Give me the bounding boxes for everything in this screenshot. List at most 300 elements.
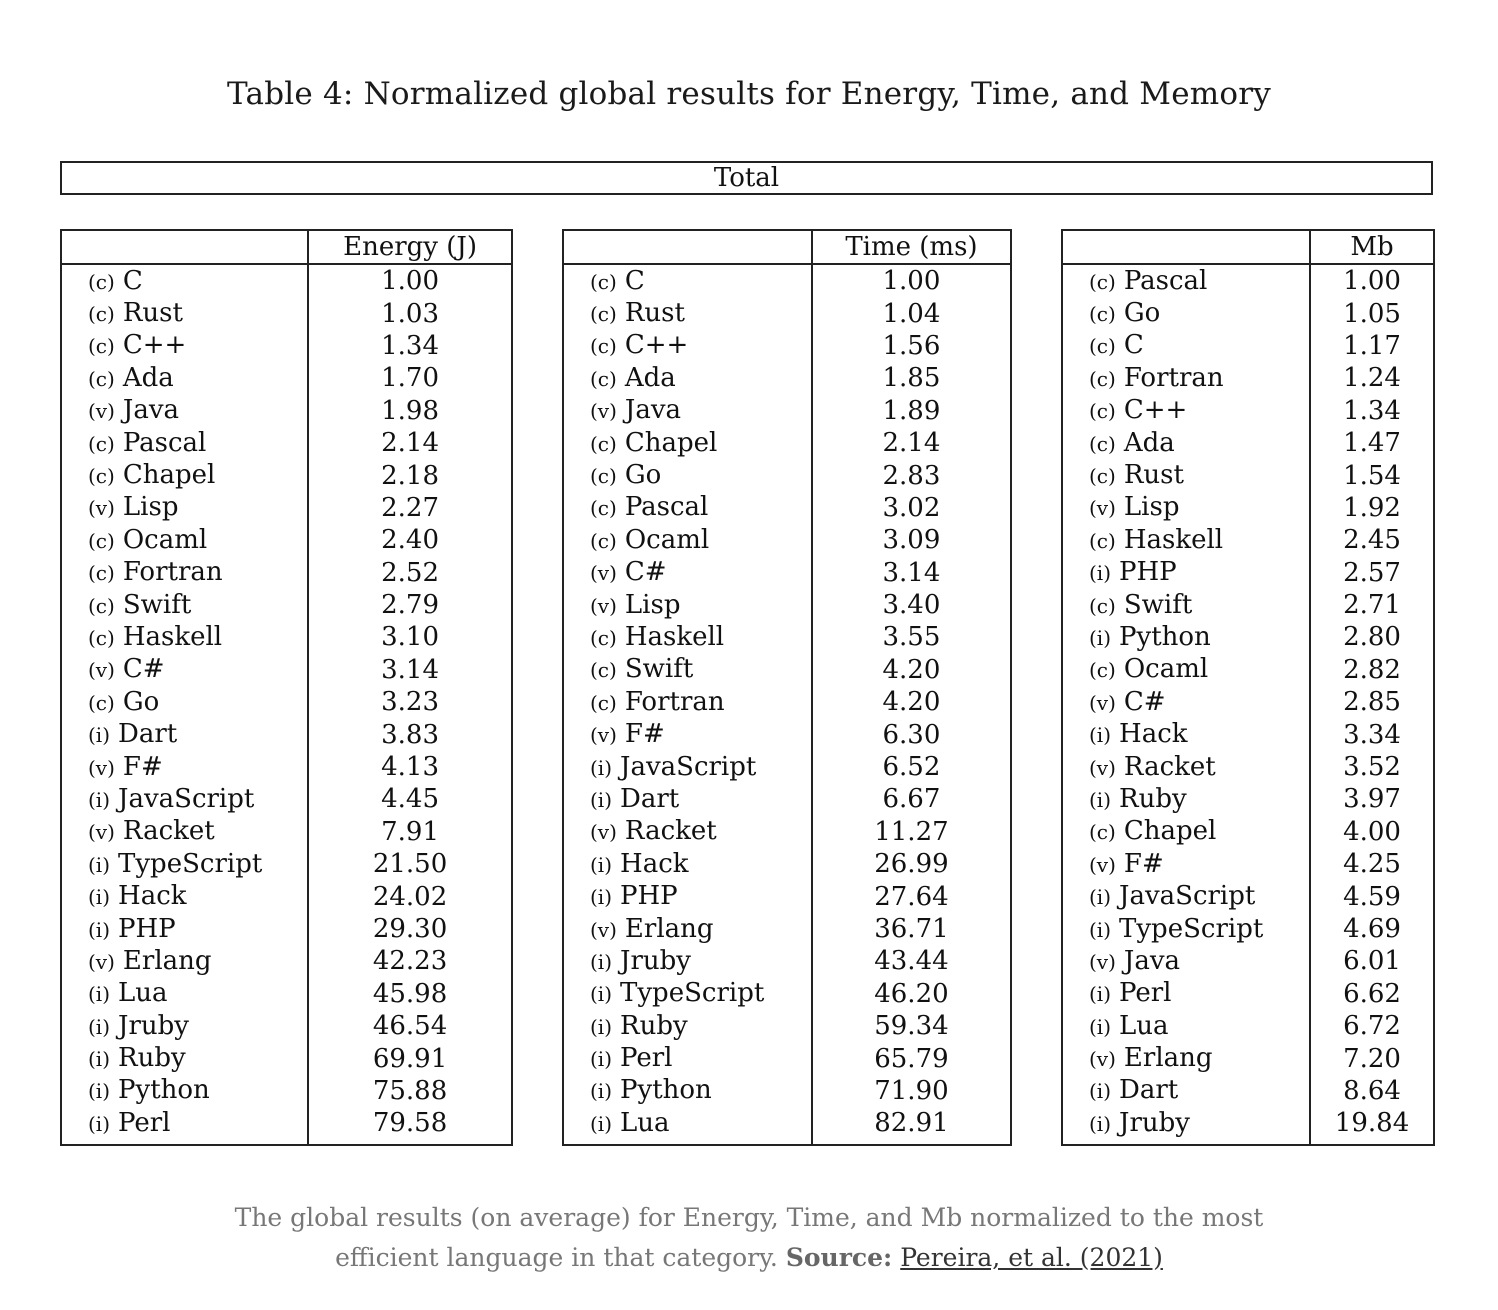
- table-row: [1062, 1107, 1434, 1144]
- language-name: Erlang: [624, 913, 714, 944]
- table-row: [563, 718, 1011, 750]
- table-row: [1062, 1042, 1434, 1074]
- language-name: Ada: [1123, 427, 1175, 458]
- language-type-tag: (v): [88, 949, 115, 974]
- language-cell: [1062, 492, 1310, 524]
- language-cell: [563, 783, 812, 815]
- table-row: [61, 718, 512, 750]
- language-name: C: [1123, 330, 1144, 361]
- language-type-tag: (c): [1089, 464, 1116, 489]
- value-cell: 1.24: [1343, 363, 1401, 394]
- language-type-tag: (i): [590, 1079, 613, 1104]
- language-type-tag: (v): [88, 820, 115, 845]
- language-name: Racket: [1123, 751, 1216, 782]
- value-cell: 26.99: [874, 849, 949, 880]
- value-cell: 79.58: [372, 1108, 448, 1139]
- memory-table: [1061, 229, 1435, 1146]
- value-cell: 4.20: [882, 687, 941, 718]
- language-cell: [1062, 913, 1310, 945]
- language-name: C#: [122, 654, 165, 685]
- value-cell: 3.97: [1343, 784, 1401, 815]
- table-row: [563, 621, 1011, 653]
- language-type-tag: (i): [1089, 723, 1112, 748]
- language-name: Lisp: [122, 492, 179, 523]
- language-name: Dart: [118, 719, 178, 750]
- table-row: [1062, 848, 1434, 880]
- language-type-tag: (c): [590, 302, 617, 327]
- language-type-tag: (c): [1089, 820, 1116, 845]
- language-cell: [563, 459, 812, 491]
- language-type-tag: (i): [1089, 982, 1112, 1007]
- table-row: [563, 330, 1011, 362]
- table-row: [61, 1010, 512, 1042]
- table-row: [61, 783, 512, 815]
- table-row: [1062, 1010, 1434, 1042]
- table-row: [61, 1075, 512, 1107]
- language-type-tag: (i): [1089, 885, 1112, 910]
- table-row: [1062, 297, 1434, 329]
- language-name: Hack: [1119, 719, 1188, 750]
- value-cell: 6.72: [1343, 1011, 1401, 1042]
- language-type-tag: (v): [88, 658, 115, 683]
- value-cell: 1.03: [381, 298, 439, 329]
- table-row: [1062, 945, 1434, 977]
- value-cell: 59.34: [874, 1011, 949, 1042]
- value-cell: 21.50: [372, 849, 448, 880]
- language-type-tag: (i): [88, 852, 111, 877]
- table-row: [563, 783, 1011, 815]
- table-row: [61, 330, 512, 362]
- language-cell: [61, 427, 308, 459]
- value-cell: 1.92: [1343, 492, 1401, 523]
- language-type-tag: (v): [88, 399, 115, 424]
- language-cell: [563, 945, 812, 977]
- language-type-tag: (i): [590, 982, 613, 1007]
- value-cell: 4.69: [1343, 914, 1401, 944]
- language-cell: [1062, 621, 1310, 653]
- table-row: [563, 395, 1011, 427]
- language-cell: [1062, 718, 1310, 750]
- language-cell: [61, 751, 308, 783]
- language-cell: [1062, 1010, 1310, 1042]
- table-row: [61, 816, 512, 848]
- language-type-tag: (i): [590, 755, 613, 780]
- language-cell: [1062, 524, 1310, 556]
- language-name: Python: [620, 1075, 712, 1106]
- value-cell: 42.23: [372, 946, 448, 977]
- table-row: [563, 589, 1011, 621]
- language-cell: [563, 557, 812, 589]
- language-name: C++: [1123, 395, 1188, 426]
- value-cell: 3.10: [381, 622, 439, 653]
- value-cell: 19.84: [1334, 1108, 1410, 1139]
- language-cell: [1062, 751, 1310, 783]
- table-row: [61, 654, 512, 686]
- language-type-tag: (i): [590, 787, 613, 812]
- language-type-tag: (i): [88, 917, 111, 942]
- language-type-tag: (c): [88, 561, 115, 586]
- caption-text: efficient language in that category.: [335, 1243, 778, 1272]
- table-row: [563, 362, 1011, 394]
- language-type-tag: (c): [88, 528, 115, 553]
- language-name: Jruby: [1119, 1107, 1190, 1138]
- language-name: Pascal: [624, 492, 709, 523]
- value-cell: 1.05: [1343, 298, 1401, 329]
- language-cell: [563, 880, 812, 912]
- language-cell: [61, 816, 308, 848]
- language-name: JavaScript: [620, 751, 757, 782]
- language-type-tag: (c): [88, 334, 115, 359]
- figure-caption: [0, 1198, 1498, 1278]
- energy-language-header: [61, 230, 308, 264]
- language-name: Perl: [118, 1107, 171, 1138]
- language-name: Swift: [1123, 589, 1193, 620]
- language-cell: [61, 718, 308, 750]
- language-type-tag: (i): [1089, 561, 1112, 586]
- language-type-tag: (v): [1089, 755, 1116, 780]
- language-type-tag: (v): [1089, 1047, 1116, 1072]
- language-name: Chapel: [1123, 816, 1217, 847]
- table-row: [1062, 589, 1434, 621]
- language-type-tag: (v): [1089, 949, 1116, 974]
- value-cell: 2.45: [1343, 525, 1401, 556]
- language-type-tag: (i): [590, 852, 613, 877]
- language-name: Perl: [1119, 978, 1172, 1009]
- table-row: [563, 751, 1011, 783]
- table-row: [1062, 330, 1434, 362]
- language-name: Lua: [118, 978, 168, 1009]
- language-type-tag: (i): [88, 1079, 111, 1104]
- language-cell: [61, 1042, 308, 1074]
- language-cell: [61, 913, 308, 945]
- value-cell: 3.52: [1343, 752, 1401, 783]
- language-name: Erlang: [1123, 1043, 1213, 1074]
- value-cell: 4.13: [381, 752, 439, 783]
- language-name: C: [624, 265, 645, 296]
- language-type-tag: (v): [1089, 496, 1116, 521]
- value-cell: 45.98: [372, 978, 448, 1009]
- table-row: [563, 978, 1011, 1010]
- language-name: Lisp: [1123, 492, 1180, 523]
- value-cell: 11.27: [874, 816, 949, 847]
- table-row: [563, 1010, 1011, 1042]
- language-cell: [1062, 264, 1310, 297]
- language-type-tag: (i): [88, 885, 111, 910]
- language-name: Java: [624, 395, 682, 426]
- language-name: Erlang: [122, 945, 212, 976]
- language-name: Hack: [620, 848, 689, 879]
- language-type-tag: (c): [1089, 593, 1116, 618]
- language-name: Ocaml: [624, 524, 710, 555]
- language-cell: [563, 816, 812, 848]
- language-type-tag: (i): [88, 982, 111, 1007]
- table-row: [61, 524, 512, 556]
- language-name: Rust: [1123, 460, 1184, 491]
- table-row: [1062, 816, 1434, 848]
- language-name: Dart: [620, 783, 680, 814]
- language-name: Jruby: [620, 945, 691, 976]
- language-name: C#: [624, 557, 667, 588]
- language-cell: [61, 880, 308, 912]
- value-cell: 2.85: [1343, 687, 1401, 718]
- table-row: [61, 1107, 512, 1144]
- language-type-tag: (i): [590, 1047, 613, 1072]
- table-row: [563, 264, 1011, 297]
- language-type-tag: (i): [590, 885, 613, 910]
- language-cell: [1062, 1075, 1310, 1107]
- value-cell: 1.00: [882, 266, 941, 297]
- table-row: [61, 686, 512, 718]
- language-name: Rust: [624, 298, 685, 329]
- language-name: Dart: [1119, 1075, 1179, 1106]
- language-type-tag: (v): [590, 561, 617, 586]
- language-name: Go: [122, 686, 160, 717]
- language-cell: [61, 492, 308, 524]
- language-cell: [61, 297, 308, 329]
- time-table: [562, 229, 1012, 1146]
- language-type-tag: (c): [1089, 528, 1116, 553]
- language-type-tag: (i): [590, 1014, 613, 1039]
- language-cell: [1062, 362, 1310, 394]
- value-cell: 2.83: [882, 460, 941, 491]
- language-name: Ruby: [620, 1010, 688, 1041]
- language-type-tag: (c): [88, 269, 115, 294]
- language-type-tag: (c): [590, 431, 617, 456]
- table-row: [61, 459, 512, 491]
- value-cell: 6.67: [882, 784, 941, 815]
- language-name: Go: [1123, 298, 1161, 329]
- language-cell: [563, 686, 812, 718]
- language-type-tag: (c): [590, 690, 617, 715]
- language-cell: [563, 751, 812, 783]
- table-row: [563, 945, 1011, 977]
- table-row: [1062, 362, 1434, 394]
- language-type-tag: (i): [88, 1014, 111, 1039]
- value-cell: 6.01: [1343, 946, 1401, 977]
- language-cell: [1062, 945, 1310, 977]
- language-name: Pascal: [1123, 265, 1208, 296]
- table-row: [1062, 427, 1434, 459]
- language-cell: [563, 589, 812, 621]
- language-type-tag: (c): [590, 269, 617, 294]
- language-cell: [1062, 783, 1310, 815]
- language-type-tag: (i): [88, 723, 111, 748]
- table-row: [1062, 718, 1434, 750]
- language-cell: [61, 1107, 308, 1144]
- value-cell: 3.14: [381, 654, 439, 685]
- table-row: [1062, 524, 1434, 556]
- table-row: [1062, 557, 1434, 589]
- language-type-tag: (i): [88, 1111, 111, 1136]
- table-row: [563, 557, 1011, 589]
- table-row: [1062, 783, 1434, 815]
- table-row: [563, 459, 1011, 491]
- language-cell: [563, 718, 812, 750]
- table-row: [61, 589, 512, 621]
- time-column-header: Time (ms): [812, 230, 1011, 264]
- language-cell: [61, 783, 308, 815]
- energy-column-header: Energy (J): [308, 230, 512, 264]
- language-cell: [1062, 330, 1310, 362]
- language-cell: [563, 1075, 812, 1107]
- table-row: [61, 913, 512, 945]
- language-cell: [61, 589, 308, 621]
- language-cell: [563, 913, 812, 945]
- table-row: [563, 427, 1011, 459]
- language-name: Python: [1119, 621, 1211, 652]
- value-cell: 3.40: [882, 590, 941, 621]
- language-cell: [563, 395, 812, 427]
- language-name: F#: [624, 719, 665, 750]
- table-row: [1062, 880, 1434, 912]
- value-cell: 8.64: [1343, 1075, 1401, 1106]
- table-row: [1062, 654, 1434, 686]
- caption-line-1: The global results (on average) for Energy, Time, and Mb normalized to the most: [234, 1203, 1264, 1232]
- language-cell: [563, 427, 812, 459]
- language-cell: [1062, 427, 1310, 459]
- value-cell: 7.91: [381, 816, 439, 847]
- language-cell: [563, 621, 812, 653]
- language-type-tag: (i): [1089, 625, 1112, 650]
- language-cell: [61, 1010, 308, 1042]
- language-cell: [563, 524, 812, 556]
- language-type-tag: (i): [590, 1111, 613, 1136]
- table-row: [1062, 913, 1434, 945]
- value-cell: 82.91: [874, 1108, 949, 1139]
- language-type-tag: (c): [1089, 658, 1116, 683]
- language-name: PHP: [1119, 557, 1177, 588]
- language-cell: [61, 264, 308, 297]
- caption-line-2: [0, 1238, 1498, 1278]
- language-cell: [61, 395, 308, 427]
- memory-column-header: Mb: [1310, 230, 1434, 264]
- language-cell: [563, 492, 812, 524]
- value-cell: 2.27: [381, 492, 439, 523]
- table-row: [1062, 686, 1434, 718]
- language-cell: [563, 654, 812, 686]
- language-type-tag: (i): [1089, 787, 1112, 812]
- language-name: Racket: [624, 816, 717, 847]
- table-row: [1062, 751, 1434, 783]
- language-cell: [1062, 654, 1310, 686]
- language-name: Go: [624, 460, 662, 491]
- value-cell: 1.54: [1343, 460, 1401, 491]
- language-name: Lisp: [624, 589, 681, 620]
- language-cell: [61, 330, 308, 362]
- table-row: [61, 751, 512, 783]
- language-type-tag: (c): [88, 302, 115, 327]
- language-cell: [61, 524, 308, 556]
- table-row: [61, 395, 512, 427]
- language-name: Ruby: [118, 1043, 186, 1074]
- total-header: Total: [60, 161, 1433, 195]
- table-row: [563, 880, 1011, 912]
- language-cell: [1062, 395, 1310, 427]
- language-type-tag: (c): [1089, 302, 1116, 327]
- language-name: Fortran: [624, 686, 725, 717]
- language-type-tag: (c): [590, 464, 617, 489]
- value-cell: 3.55: [882, 622, 941, 653]
- table-row: [61, 1042, 512, 1074]
- language-name: Chapel: [122, 460, 216, 491]
- value-cell: 29.30: [372, 914, 448, 944]
- value-cell: 6.30: [882, 719, 941, 750]
- language-cell: [61, 557, 308, 589]
- table-row: [61, 945, 512, 977]
- table-row: [61, 427, 512, 459]
- table-row: [1062, 492, 1434, 524]
- language-type-tag: (i): [88, 1047, 111, 1072]
- language-name: Python: [118, 1075, 210, 1106]
- language-name: Java: [1123, 945, 1181, 976]
- language-cell: [61, 362, 308, 394]
- value-cell: 2.82: [1343, 654, 1401, 685]
- value-cell: 1.34: [1343, 395, 1401, 426]
- language-cell: [563, 297, 812, 329]
- language-type-tag: (c): [590, 334, 617, 359]
- value-cell: 2.57: [1343, 557, 1401, 588]
- language-name: Lua: [620, 1107, 670, 1138]
- table-row: [61, 264, 512, 297]
- value-cell: 65.79: [874, 1043, 949, 1074]
- value-cell: 1.34: [381, 330, 439, 361]
- language-name: Ocaml: [1123, 654, 1209, 685]
- value-cell: 4.59: [1343, 881, 1401, 912]
- value-cell: 2.14: [882, 428, 941, 459]
- language-cell: [1062, 1107, 1310, 1144]
- language-type-tag: (i): [1089, 917, 1112, 942]
- language-name: Perl: [620, 1043, 673, 1074]
- language-name: Lua: [1119, 1010, 1169, 1041]
- table-row: [1062, 459, 1434, 491]
- language-cell: [1062, 589, 1310, 621]
- language-name: Fortran: [1123, 362, 1224, 393]
- value-cell: 36.71: [874, 914, 949, 944]
- language-type-tag: (v): [590, 723, 617, 748]
- language-name: Haskell: [1123, 524, 1224, 555]
- language-type-tag: (c): [1089, 334, 1116, 359]
- language-cell: [1062, 297, 1310, 329]
- language-type-tag: (c): [88, 464, 115, 489]
- value-cell: 4.20: [882, 654, 941, 685]
- value-cell: 69.91: [372, 1043, 448, 1074]
- language-name: TypeScript: [118, 848, 263, 879]
- value-cell: 2.14: [381, 428, 439, 459]
- language-name: PHP: [620, 881, 678, 912]
- source-link[interactable]: Pereira, et al. (2021): [900, 1243, 1163, 1272]
- language-type-tag: (c): [590, 625, 617, 650]
- language-name: C++: [624, 330, 689, 361]
- language-type-tag: (c): [1089, 431, 1116, 456]
- language-type-tag: (c): [590, 658, 617, 683]
- language-type-tag: (v): [1089, 852, 1116, 877]
- language-name: C++: [122, 330, 187, 361]
- language-cell: [1062, 459, 1310, 491]
- language-name: Ocaml: [122, 524, 208, 555]
- memory-language-header: [1062, 230, 1310, 264]
- language-name: Racket: [122, 816, 215, 847]
- language-name: Ada: [122, 362, 174, 393]
- language-cell: [61, 654, 308, 686]
- value-cell: 6.52: [882, 752, 941, 783]
- value-cell: 71.90: [874, 1075, 949, 1106]
- language-name: PHP: [118, 913, 176, 944]
- value-cell: 1.00: [1343, 266, 1401, 297]
- language-name: C: [122, 265, 143, 296]
- table-row: [563, 816, 1011, 848]
- language-name: TypeScript: [620, 978, 765, 1009]
- value-cell: 75.88: [372, 1075, 448, 1106]
